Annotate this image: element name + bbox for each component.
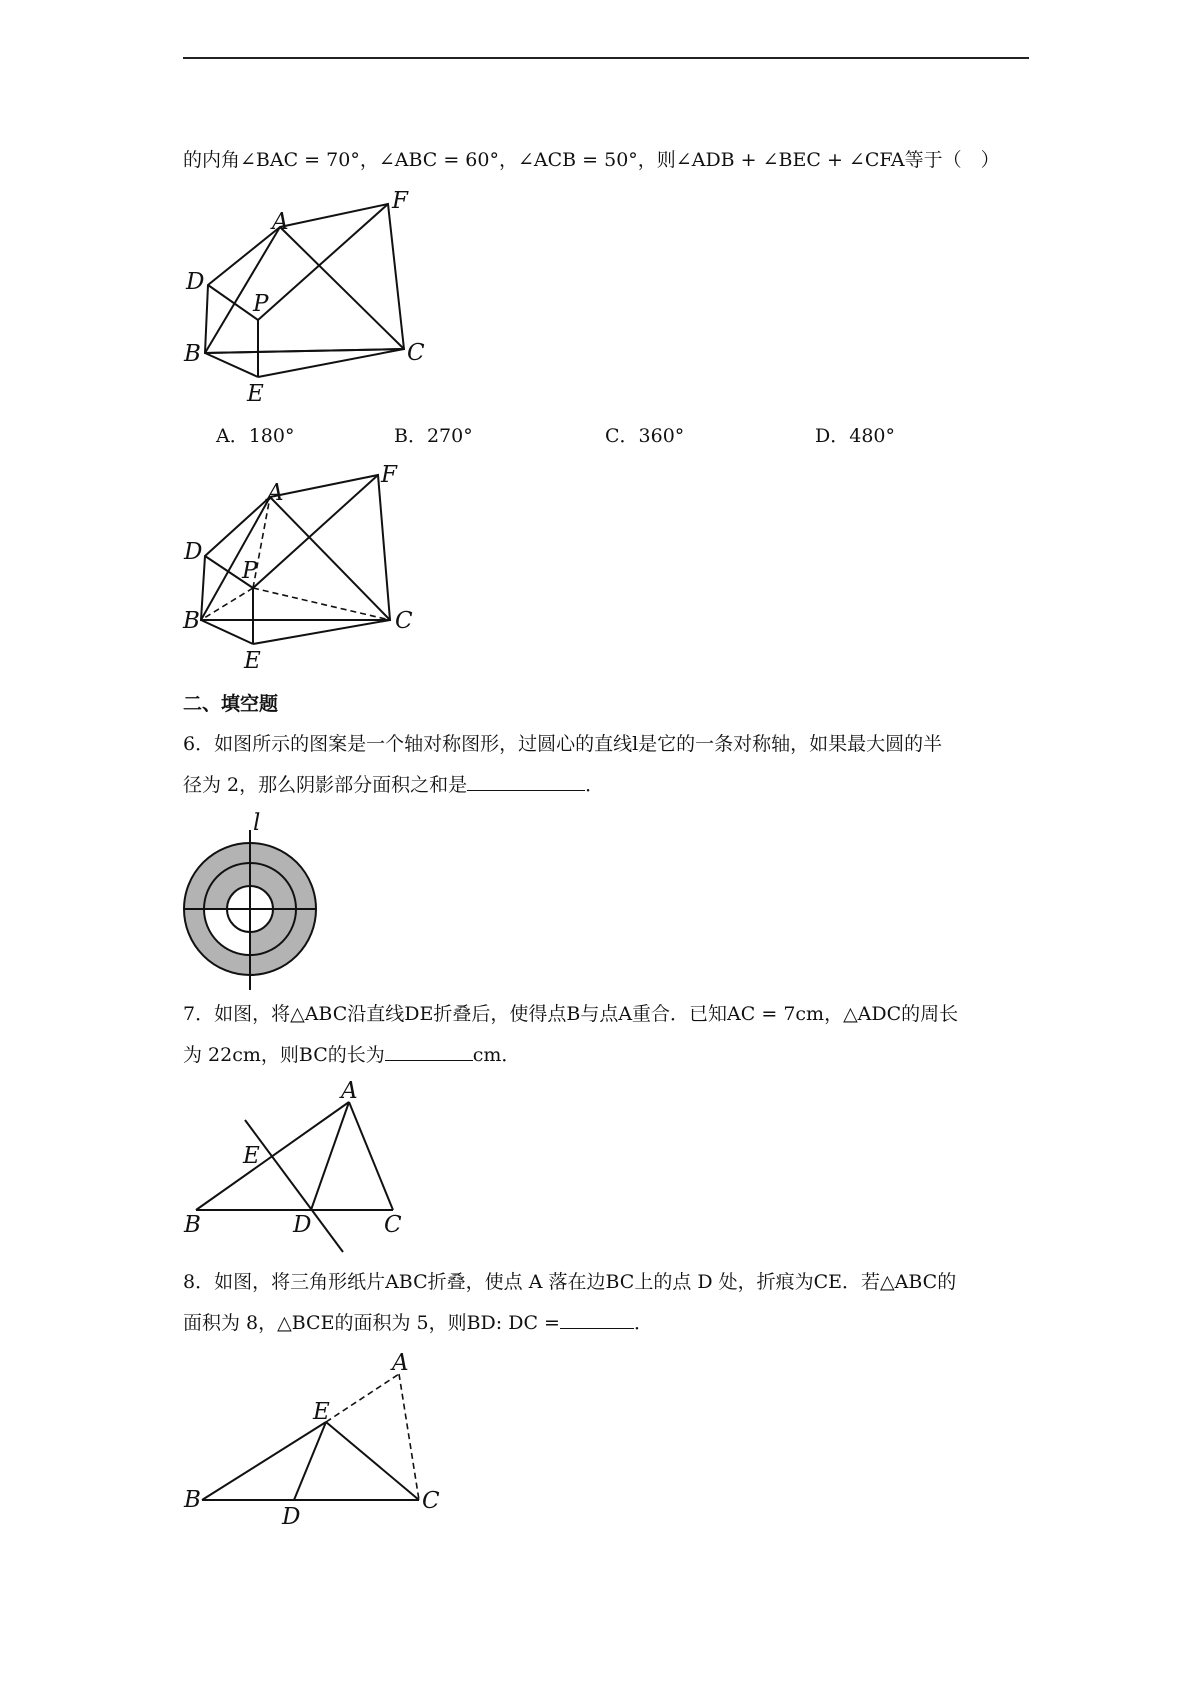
q8-label-a: A [392, 1350, 409, 1376]
q5-fig1-label-a: A [272, 209, 289, 235]
q5-fig2-dashed-pc [253, 588, 390, 620]
q7-segment-ac [349, 1102, 393, 1210]
q5-fig1-label-e: E [247, 381, 264, 407]
q8-label-d: D [282, 1504, 301, 1530]
q5-fig2-label-e: E [244, 648, 261, 674]
q5-figure-1 [183, 188, 443, 408]
q7-answer-blank[interactable] [385, 1040, 473, 1061]
q8-dashed-ac [399, 1374, 419, 1500]
q5-fig1-segment-dp [208, 285, 258, 320]
q8-label-e: E [313, 1399, 330, 1425]
q8-segment-ec [326, 1422, 419, 1500]
q7-label-c: C [384, 1212, 402, 1238]
q5-fig1-label-c: C [407, 340, 425, 366]
q6-line2 [183, 770, 604, 799]
q6-line1: 6．如图所示的图案是一个轴对称图形，过圆心的直线l是它的一条对称轴，如果最大圆的半 [183, 733, 943, 755]
q5-fig1-label-f: F [392, 188, 408, 214]
q7-label-e: E [243, 1143, 260, 1169]
q5-option-c: C．360° [605, 425, 685, 447]
q7-label-a: A [341, 1078, 358, 1104]
q8-line2-end: ． [633, 1312, 653, 1334]
q8-label-c: C [422, 1488, 440, 1514]
q7-figure [183, 1080, 423, 1260]
q7-line2-text: 为 22cm，则BC的长为 [183, 1044, 385, 1066]
q5-fig1-label-p: P [253, 291, 269, 317]
q7-line2 [183, 1040, 520, 1069]
q5-fig2-label-p: P [242, 558, 258, 584]
q5-fig1-label-b: B [184, 341, 201, 367]
q6-line2-end: ． [585, 774, 605, 796]
q8-line2 [183, 1308, 653, 1337]
q8-line1: 8．如图，将三角形纸片ABC折叠，使点 A 落在边BC上的点 D 处，折痕为CE．若△ABC的 [183, 1271, 957, 1293]
q7-label-d: D [293, 1212, 312, 1238]
q5-fig2-label-a: A [267, 480, 284, 506]
q5-fig2-segment-ac [270, 497, 390, 620]
section-title: 二、填空题 [183, 693, 279, 715]
q6-figure [180, 810, 320, 990]
q5-fig2-segment-ec [253, 620, 390, 644]
q5-stem: 的内角∠BAC = 70°，∠ABC = 60°，∠ACB = 50°，则∠ADB + ∠BEC + ∠CFA等于（ ） [183, 149, 1000, 171]
q8-answer-blank[interactable] [560, 1308, 634, 1329]
q6-line2-text: 径为 2，那么阴影部分面积之和是 [183, 774, 468, 796]
q5-fig1-segment-ec [258, 349, 404, 377]
q5-fig2-dashed-pb [201, 588, 253, 620]
q8-line2-text: 面积为 8，△BCE的面积为 5，则BD: DC = [183, 1312, 560, 1334]
q5-option-a: A．180° [216, 425, 295, 447]
q5-fig1-label-d: D [186, 269, 205, 295]
q5-fig2-label-b: B [183, 608, 200, 634]
q8-segment-ed [294, 1422, 326, 1500]
q5-figure-2 [183, 458, 423, 678]
q5-option-d: D．480° [815, 425, 895, 447]
q7-line2-end: cm． [472, 1044, 521, 1066]
q5-fig2-segment-ba [201, 497, 270, 620]
q8-figure [183, 1350, 443, 1530]
header-rule [183, 57, 1029, 59]
q7-line1: 7．如图，将△ABC沿直线DE折叠后，使得点B与点A重合．已知AC = 7cm，△ADC的周长 [183, 1003, 959, 1025]
q5-fig2-label-f: F [381, 462, 397, 488]
q5-fig2-segment-be [201, 620, 253, 644]
q7-label-b: B [184, 1212, 201, 1238]
q5-fig2-label-c: C [395, 608, 413, 634]
q7-segment-ad [311, 1102, 349, 1210]
q5-fig2-label-d: D [184, 539, 203, 565]
q5-option-b: B．270° [394, 425, 473, 447]
q5-fig1-segment-bc [205, 349, 404, 353]
q8-dashed-ea [326, 1374, 399, 1422]
q8-label-b: B [184, 1487, 201, 1513]
q8-segment-be [202, 1422, 326, 1500]
q5-fig1-segment-be [205, 353, 258, 377]
q6-answer-blank[interactable] [467, 770, 585, 791]
q6-label-l: l [253, 810, 261, 836]
